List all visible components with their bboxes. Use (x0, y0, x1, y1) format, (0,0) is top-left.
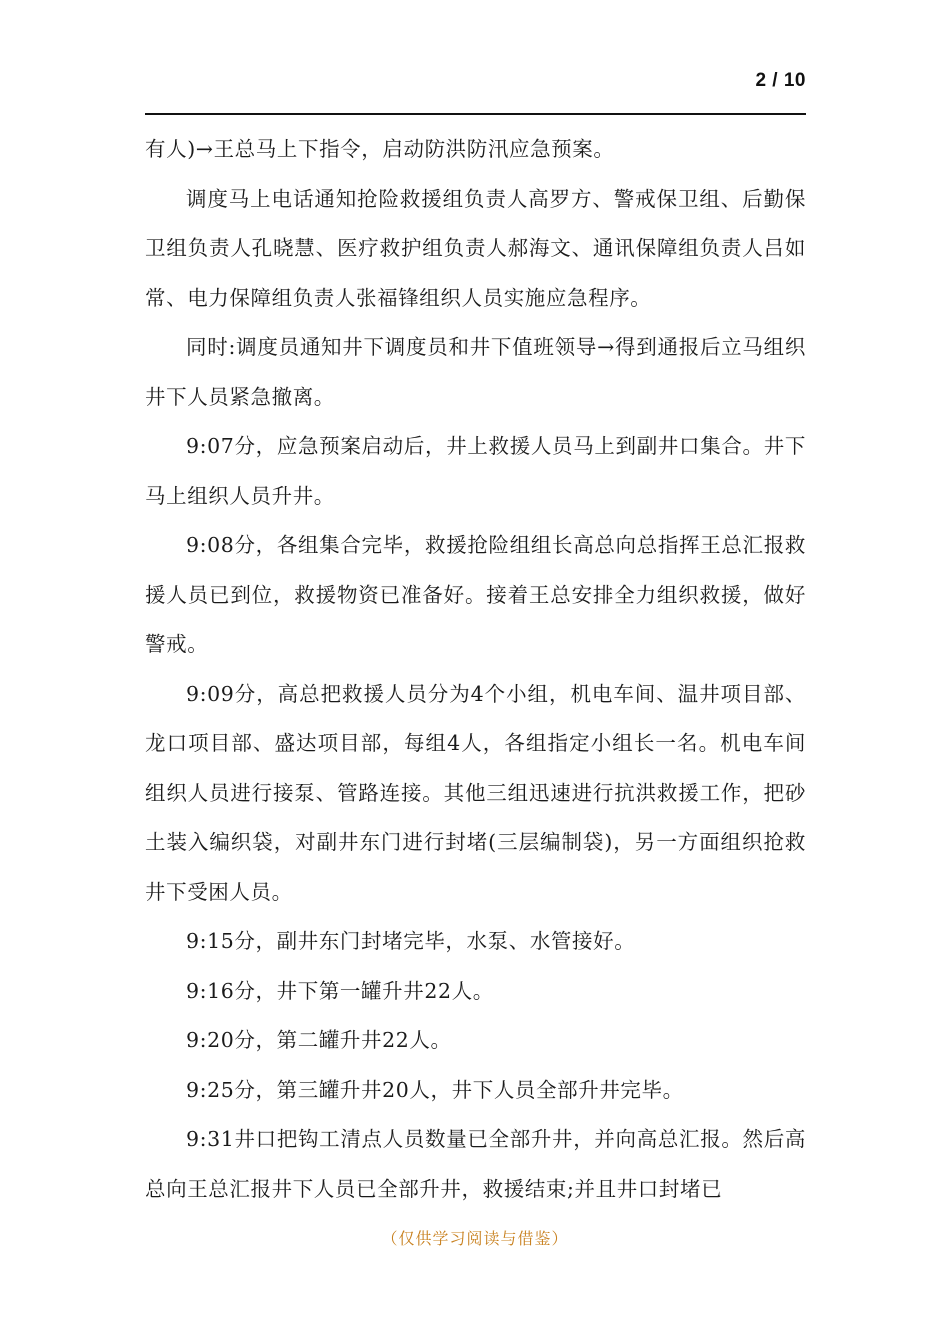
paragraph-0920: 9:20分，第二罐升井22人。 (186, 1028, 452, 1052)
document-body (145, 125, 806, 1214)
paragraph-0916: 9:16分，井下第一罐升井22人。 (186, 978, 494, 1003)
header-divider (145, 113, 806, 115)
paragraph-0907: 9:07分，应急预案启动后，井上救援人员马上到副井口集合。井下马上组织人员升井。 (145, 434, 806, 508)
paragraph-continuation: 有人)→王总马上下指令，启动防洪防汛应急预案。 (145, 137, 615, 161)
page-number: 2 / 10 (755, 70, 806, 91)
paragraph-0925: 9:25分，第三罐升井20人，井下人员全部升井完毕。 (186, 1077, 684, 1102)
paragraph-underground-evacuation: 同时:调度员通知井下调度员和井下值班领导→得到通报后立马组织井下人员紧急撤离。 (145, 335, 806, 409)
paragraph-0909: 9:09分，高总把救援人员分为4个小组，机电车间、温井项目部、龙口项目部、盛达项目部，每组4人，各组指定小组长一名。机电车间组织人员进行接泵、管路连接。其他三组迅速进行抗洪救援工作，把砂土装入编织袋，对副井东门进行封堵(三层编制袋)，另一方面组织抢救井下受困人员。 (145, 681, 806, 904)
paragraph-dispatch-notice: 调度马上电话通知抢险救援组负责人高罗方、警戒保卫组、后勤保卫组负责人孔晓慧、医疗救护组负责人郝海文、通讯保障组负责人吕如常、电力保障组负责人张福锋组织人员实施应急程序。 (145, 186, 806, 310)
paragraph-0915: 9:15分，副井东门封堵完毕，水泵、水管接好。 (186, 929, 636, 953)
paragraph-0931: 9:31井口把钩工清点人员数量已全部升井，并向高总汇报。然后高总向王总汇报井下人员已全部升井，救援结束;并且井口封堵已 (145, 1127, 806, 1201)
footer-disclaimer: （仅供学习阅读与借鉴） (381, 1229, 569, 1248)
paragraph-0908: 9:08分，各组集合完毕，救援抢险组组长高总向总指挥王总汇报救援人员已到位，救援物资已准备好。接着王总安排全力组织救援，做好警戒。 (145, 533, 806, 656)
